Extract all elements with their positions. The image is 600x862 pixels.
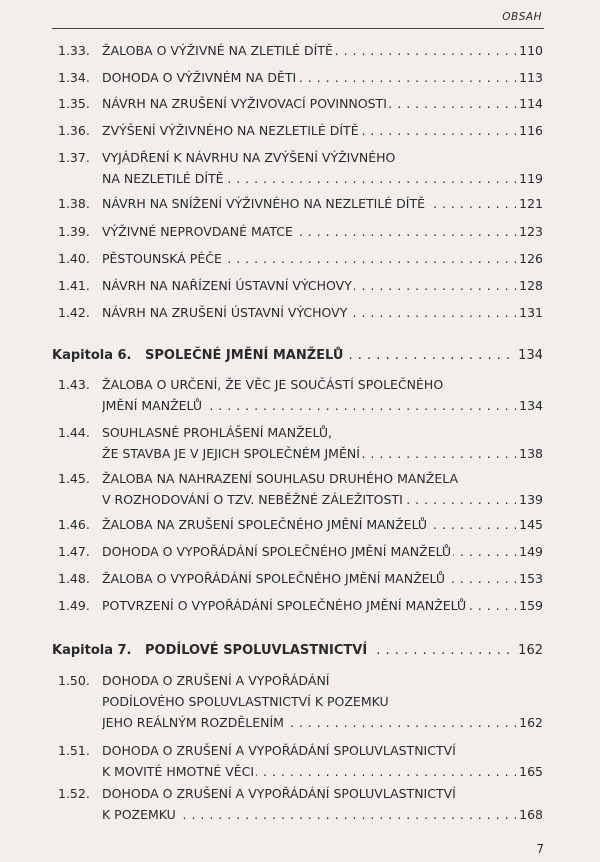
entry-title-text: ZVÝŠENÍ VÝŽIVNÉHO NA NEZLETILÉ DÍTĚ bbox=[102, 123, 359, 138]
entry-title-text: V ROZHODOVÁNÍ O TZV. NEBĚŽNÉ ZÁLEŽITOSTI bbox=[102, 492, 403, 507]
entry-number: 1.44. bbox=[58, 425, 90, 440]
entry-title-line bbox=[102, 595, 543, 616]
entry-title-text: DOHODA O VÝŽIVNÉM NA DĚTI bbox=[102, 70, 297, 85]
entry-page-number: 128 bbox=[516, 275, 543, 296]
entry-title bbox=[102, 595, 543, 616]
chapter-page-number: 162 bbox=[515, 640, 543, 661]
entry-title-line bbox=[102, 514, 543, 535]
toc-entry[interactable] bbox=[58, 783, 543, 825]
entry-number: 1.37. bbox=[58, 150, 90, 165]
entry-title-text: JEHO REÁLNÝM ROZDĚLENÍM bbox=[102, 715, 284, 730]
entry-title-line bbox=[102, 221, 543, 242]
entry-number: 1.33. bbox=[58, 43, 90, 58]
entry-page-number: 165 bbox=[516, 761, 543, 782]
toc-entry[interactable] bbox=[58, 120, 543, 141]
entry-page-number: 139 bbox=[516, 489, 543, 510]
entry-title-text: DOHODA O VYPOŘÁDÁNÍ SPOLEČNÉHO JMĚNÍ MANŽELŮ bbox=[102, 544, 452, 559]
chapter-title: PODÍLOVÉ SPOLUVLASTNICTVÍ bbox=[145, 643, 368, 658]
entry-title bbox=[102, 275, 543, 296]
entry-title-text: PODÍLOVÉHO SPOLUVLASTNICTVÍ K POZEMKU bbox=[102, 694, 389, 709]
entry-page-number: 121 bbox=[516, 193, 543, 214]
entry-title-text: SOUHLASNÉ PROHLÁŠENÍ MANŽELŮ, bbox=[102, 425, 332, 440]
entry-page-number: 162 bbox=[516, 712, 543, 733]
entry-title-line bbox=[102, 395, 543, 416]
entry-title-text: ŽALOBA NA NAHRAZENÍ SOUHLASU DRUHÉHO MANŽELA bbox=[102, 471, 459, 486]
entry-page-number: 159 bbox=[516, 595, 543, 616]
entry-number: 1.38. bbox=[58, 196, 90, 211]
entry-page-number: 153 bbox=[516, 568, 543, 589]
toc-entry[interactable] bbox=[58, 568, 543, 589]
entry-title-line bbox=[102, 691, 543, 712]
entry-title-line bbox=[102, 374, 543, 395]
chapter-number: Kapitola 6. bbox=[52, 348, 132, 363]
entry-title bbox=[102, 302, 543, 323]
entry-title bbox=[102, 374, 543, 416]
entry-title-line bbox=[102, 120, 543, 141]
page-number: 7 bbox=[536, 842, 544, 856]
entry-number: 1.40. bbox=[58, 251, 90, 266]
toc-entry[interactable] bbox=[58, 740, 543, 782]
chapter-page-number: 134 bbox=[515, 345, 543, 366]
entry-title-text: POTVRZENÍ O VYPOŘÁDÁNÍ SPOLEČNÉHO JMĚNÍ MANŽELŮ bbox=[102, 598, 467, 613]
entry-page-number: 149 bbox=[516, 541, 543, 562]
entry-title bbox=[102, 248, 543, 269]
entry-title bbox=[102, 40, 543, 61]
toc-entry[interactable] bbox=[58, 302, 543, 323]
entry-title bbox=[102, 193, 543, 214]
entry-title-text: PĚSTOUNSKÁ PÉČE bbox=[102, 251, 222, 266]
entry-title-line bbox=[102, 804, 543, 825]
entry-number: 1.34. bbox=[58, 70, 90, 85]
entry-title-line bbox=[102, 740, 543, 761]
entry-title-line bbox=[102, 489, 543, 510]
entry-title-text: VYJÁDŘENÍ K NÁVRHU NA ZVÝŠENÍ VÝŽIVNÉHO bbox=[102, 150, 396, 165]
toc-entry[interactable] bbox=[58, 40, 543, 61]
entry-title-line bbox=[102, 67, 543, 88]
chapter-title: SPOLEČNÉ JMĚNÍ MANŽELŮ bbox=[145, 348, 344, 363]
entry-title bbox=[102, 147, 543, 189]
entry-page-number: 145 bbox=[516, 514, 543, 535]
toc-entry[interactable] bbox=[58, 147, 543, 189]
entry-title-text: NÁVRH NA SNÍŽENÍ VÝŽIVNÉHO NA NEZLETILÉ DÍTĚ bbox=[102, 196, 426, 211]
entry-title bbox=[102, 541, 543, 562]
running-head-title: OBSAH bbox=[502, 11, 542, 23]
entry-number: 1.51. bbox=[58, 743, 90, 758]
entry-title-text: NÁVRH NA ZRUŠENÍ VYŽIVOVACÍ POVINNOSTI bbox=[102, 96, 387, 111]
entry-number: 1.46. bbox=[58, 517, 90, 532]
toc-entry[interactable] bbox=[58, 468, 543, 510]
entry-title-text: ŽE STAVBA JE V JEJICH SPOLEČNÉM JMĚNÍ bbox=[102, 446, 360, 461]
entry-title-text: JMĚNÍ MANŽELŮ bbox=[102, 398, 203, 413]
entry-title-text: NÁVRH NA NAŘÍZENÍ ÚSTAVNÍ VÝCHOVY bbox=[102, 278, 352, 293]
entry-page-number: 114 bbox=[516, 93, 543, 114]
entry-title-line bbox=[102, 422, 543, 443]
entry-number: 1.42. bbox=[58, 305, 90, 320]
toc-entry[interactable] bbox=[58, 514, 543, 535]
toc-chapter-heading[interactable] bbox=[52, 640, 543, 661]
entry-title-text: DOHODA O ZRUŠENÍ A VYPOŘÁDÁNÍ SPOLUVLASTNICTVÍ bbox=[102, 743, 456, 758]
entry-title bbox=[102, 67, 543, 88]
entry-title-line bbox=[102, 168, 543, 189]
entry-page-number: 134 bbox=[516, 395, 543, 416]
entry-title-line bbox=[102, 193, 543, 214]
toc-entry[interactable] bbox=[58, 67, 543, 88]
entry-title-line bbox=[102, 670, 543, 691]
entry-title-line bbox=[102, 93, 543, 114]
toc-entry[interactable] bbox=[58, 193, 543, 214]
entry-title bbox=[102, 514, 543, 535]
entry-title-text: DOHODA O ZRUŠENÍ A VYPOŘÁDÁNÍ bbox=[102, 673, 330, 688]
chapter-label bbox=[52, 348, 346, 363]
entry-title-line bbox=[102, 248, 543, 269]
entry-title-line bbox=[102, 568, 543, 589]
entry-number: 1.48. bbox=[58, 571, 90, 586]
toc-entry[interactable] bbox=[58, 422, 543, 464]
toc-chapter-heading[interactable] bbox=[52, 345, 543, 366]
entry-number: 1.47. bbox=[58, 544, 90, 559]
entry-page-number: 138 bbox=[516, 443, 543, 464]
entry-number: 1.36. bbox=[58, 123, 90, 138]
entry-title bbox=[102, 120, 543, 141]
toc-entry[interactable] bbox=[58, 221, 543, 242]
entry-title-text: NA NEZLETILÉ DÍTĚ bbox=[102, 171, 224, 186]
entry-number: 1.39. bbox=[58, 224, 90, 239]
entry-title bbox=[102, 422, 543, 464]
entry-title bbox=[102, 740, 543, 782]
entry-title bbox=[102, 93, 543, 114]
entry-number: 1.45. bbox=[58, 471, 90, 486]
entry-title-text: ŽALOBA O VYPOŘÁDÁNÍ SPOLEČNÉHO JMĚNÍ MANŽELŮ bbox=[102, 571, 446, 586]
toc-entry[interactable] bbox=[58, 374, 543, 416]
entry-title-text: K POZEMKU bbox=[102, 807, 176, 822]
entry-page-number: 123 bbox=[516, 221, 543, 242]
entry-title-text: ŽALOBA O VÝŽIVNÉ NA ZLETILÉ DÍTĚ bbox=[102, 43, 333, 58]
entry-number: 1.49. bbox=[58, 598, 90, 613]
entry-page-number: 168 bbox=[516, 804, 543, 825]
entry-page-number: 131 bbox=[516, 302, 543, 323]
entry-number: 1.41. bbox=[58, 278, 90, 293]
entry-title-line bbox=[102, 40, 543, 61]
entry-title bbox=[102, 468, 543, 510]
toc-entry[interactable] bbox=[58, 595, 543, 616]
entry-number: 1.52. bbox=[58, 786, 90, 801]
entry-title-text: K MOVITÉ HMOTNÉ VĚCI bbox=[102, 764, 255, 779]
entry-page-number: 119 bbox=[516, 168, 543, 189]
entry-page-number: 110 bbox=[516, 40, 543, 61]
chapter-number: Kapitola 7. bbox=[52, 643, 132, 658]
entry-title-text: ŽALOBA O URČENÍ, ŽE VĚC JE SOUČÁSTÍ SPOLEČNÉHO bbox=[102, 377, 444, 392]
entry-title-line bbox=[102, 443, 543, 464]
entry-title-line bbox=[102, 541, 543, 562]
entry-number: 1.50. bbox=[58, 673, 90, 688]
entry-title-text: VÝŽIVNÉ NEPROVDANÉ MATCE bbox=[102, 224, 293, 239]
entry-title bbox=[102, 568, 543, 589]
entry-title bbox=[102, 670, 543, 733]
entry-page-number: 116 bbox=[516, 120, 543, 141]
entry-number: 1.35. bbox=[58, 96, 90, 111]
entry-title bbox=[102, 783, 543, 825]
toc-entry[interactable] bbox=[58, 541, 543, 562]
entry-title-line bbox=[102, 302, 543, 323]
entry-title-line bbox=[102, 761, 543, 782]
toc-entry[interactable] bbox=[58, 93, 543, 114]
entry-title-text: DOHODA O ZRUŠENÍ A VYPOŘÁDÁNÍ SPOLUVLASTNICTVÍ bbox=[102, 786, 456, 801]
toc-entry[interactable] bbox=[58, 248, 543, 269]
entry-title-line bbox=[102, 147, 543, 168]
entry-title-text: ŽALOBA NA ZRUŠENÍ SPOLEČNÉHO JMĚNÍ MANŽELŮ bbox=[102, 517, 428, 532]
chapter-label bbox=[52, 643, 370, 658]
entry-title-line bbox=[102, 783, 543, 804]
toc-entry[interactable] bbox=[58, 670, 543, 733]
entry-title-line bbox=[102, 275, 543, 296]
entry-title bbox=[102, 221, 543, 242]
entry-title-text: NÁVRH NA ZRUŠENÍ ÚSTAVNÍ VÝCHOVY bbox=[102, 305, 348, 320]
toc-entry[interactable] bbox=[58, 275, 543, 296]
entry-page-number: 126 bbox=[516, 248, 543, 269]
entry-title-line bbox=[102, 468, 543, 489]
entry-number: 1.43. bbox=[58, 377, 90, 392]
entry-page-number: 113 bbox=[516, 67, 543, 88]
entry-title-line bbox=[102, 712, 543, 733]
